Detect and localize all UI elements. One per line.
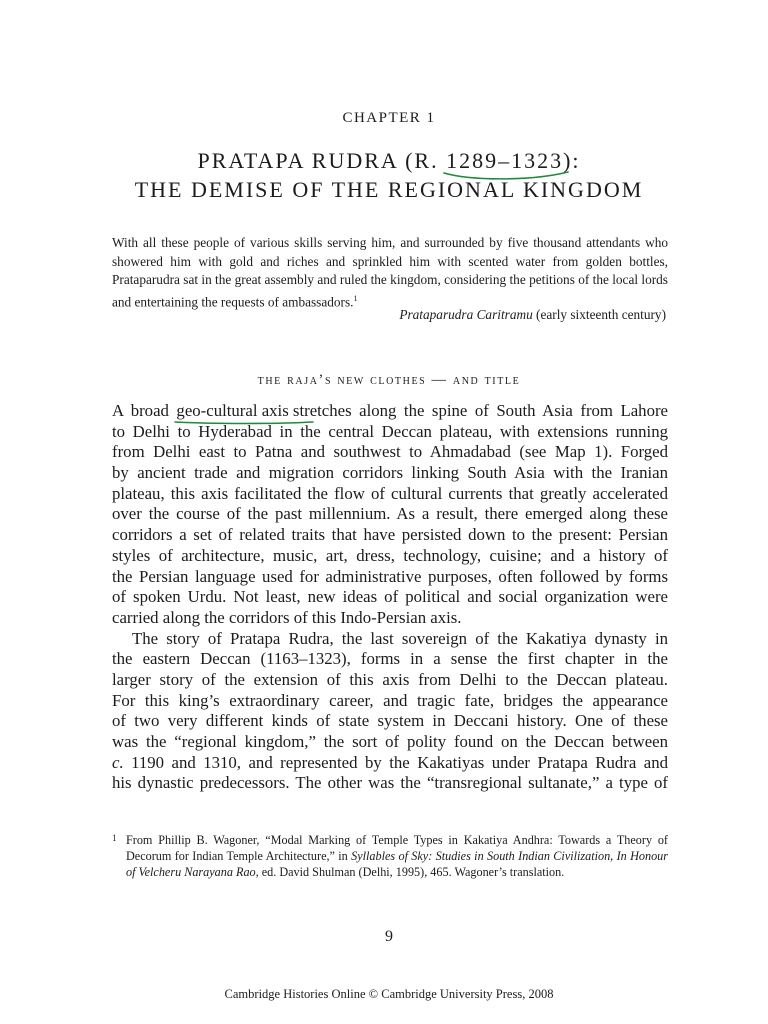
epigraph-source: Prataparudra Caritramu (early sixteenth century) xyxy=(399,307,666,322)
chapter-title-line-2: THE DEMISE OF THE REGIONAL KINGDOM xyxy=(134,177,644,202)
text-line: of spoken Urdu. Not least, new ideas of political and social organization were xyxy=(112,587,668,607)
highlighted-dates[interactable]: 1289–1323 xyxy=(446,146,563,175)
text-line: the eastern Deccan (1163–1323), forms in a sense the first chapter in the xyxy=(112,649,668,669)
text-line: by ancient trade and migration corridors linking South Asia with the Iranian xyxy=(112,463,668,483)
text-line: the Persian language used for administrative purposes, often followed by forms xyxy=(112,566,668,586)
footnote xyxy=(112,832,668,881)
chapter-label: CHAPTER 1 xyxy=(342,110,436,126)
footnote-reference[interactable]: 1 xyxy=(353,293,358,303)
text-line: carried along the corridors of this Indo-Persian axis. xyxy=(112,607,462,627)
text-line: to Delhi to Hyderabad in the central Deccan plateau, with extensions running xyxy=(112,421,668,441)
text-line: his dynastic predecessors. The other was the “transregional sultanate,” a type of xyxy=(112,773,668,793)
text-line: from Delhi east to Patna and southwest to Ahmadabad (see Map 1). Forged xyxy=(112,442,668,462)
text-line: For this king’s extraordinary career, and tragic fate, bridges the appearance xyxy=(112,690,668,710)
text-line: The story of Pratapa Rudra, the last sovereign of the Kakatiya dynasty in xyxy=(132,628,668,648)
chapter-title xyxy=(0,146,768,204)
page-number: 9 xyxy=(385,928,393,945)
epigraph-quote: With all these people of various skills serving him, and surrounded by five thousand attendants who showered him with gold and riches and sprinkled him with scented water from golden bottles, Prataparudra sat in the great assembly and ruled the kingdom, considering the petitions of the local lords and entertaining the requests of ambassadors.$^1$ xyxy=(112,235,668,310)
green-underline-mark xyxy=(442,170,572,182)
text-line: over the course of the past millennium. As a result, there emerged along these xyxy=(112,504,668,524)
text-line: plateau, this axis facilitated the flow of cultural currents that greatly accelerated xyxy=(112,483,668,503)
text-line: of two very different kinds of state system in Deccani history. One of these xyxy=(112,711,668,731)
text-line: A broad geo-cultural axis st retches along the spine of South Asia from Lahore xyxy=(112,401,668,422)
footnote-text: From Phillip B. Wagoner, “Modal Marking of Temple Types in Kakatiya Andhra: Towards a Theory of Decorum for Indian Temple Architecture,” in Syllables of Sky: Studies in South Indian Civilization, In Honour of Velcheru Narayana Rao, ed. David Shulman (Delhi, 1995), 465. Wagoner’s translation. xyxy=(126,833,669,880)
footnote-mark: 1 xyxy=(112,833,117,843)
text-line: was the “regional kingdom,” the sort of polity found on the Deccan between xyxy=(112,732,668,751)
text-line: c. 1190 and 1310, and represented by the Kakatiyas under Pratapa Rudra and xyxy=(112,752,668,772)
highlighted-phrase[interactable]: geo-cultural axis st xyxy=(176,401,304,422)
chapter-title-line-1: PRATAPA RUDRA (R. 1289–1323 ): xyxy=(0,146,768,175)
section-heading: the raja’s new clothes — and title xyxy=(257,372,521,388)
body-text xyxy=(112,401,668,794)
copyright-footer: Cambridge Histories Online © Cambridge University Press, 2008 xyxy=(224,987,554,1001)
green-underline-mark xyxy=(174,419,314,427)
text-line: larger story of the extension of this axis from Delhi to the Deccan plateau. xyxy=(112,669,668,689)
text-line: styles of architecture, music, art, dress, technology, cuisine; and a history of xyxy=(112,545,668,565)
text-line: corridors a set of related traits that have persisted down to the present: Persian xyxy=(112,525,668,545)
